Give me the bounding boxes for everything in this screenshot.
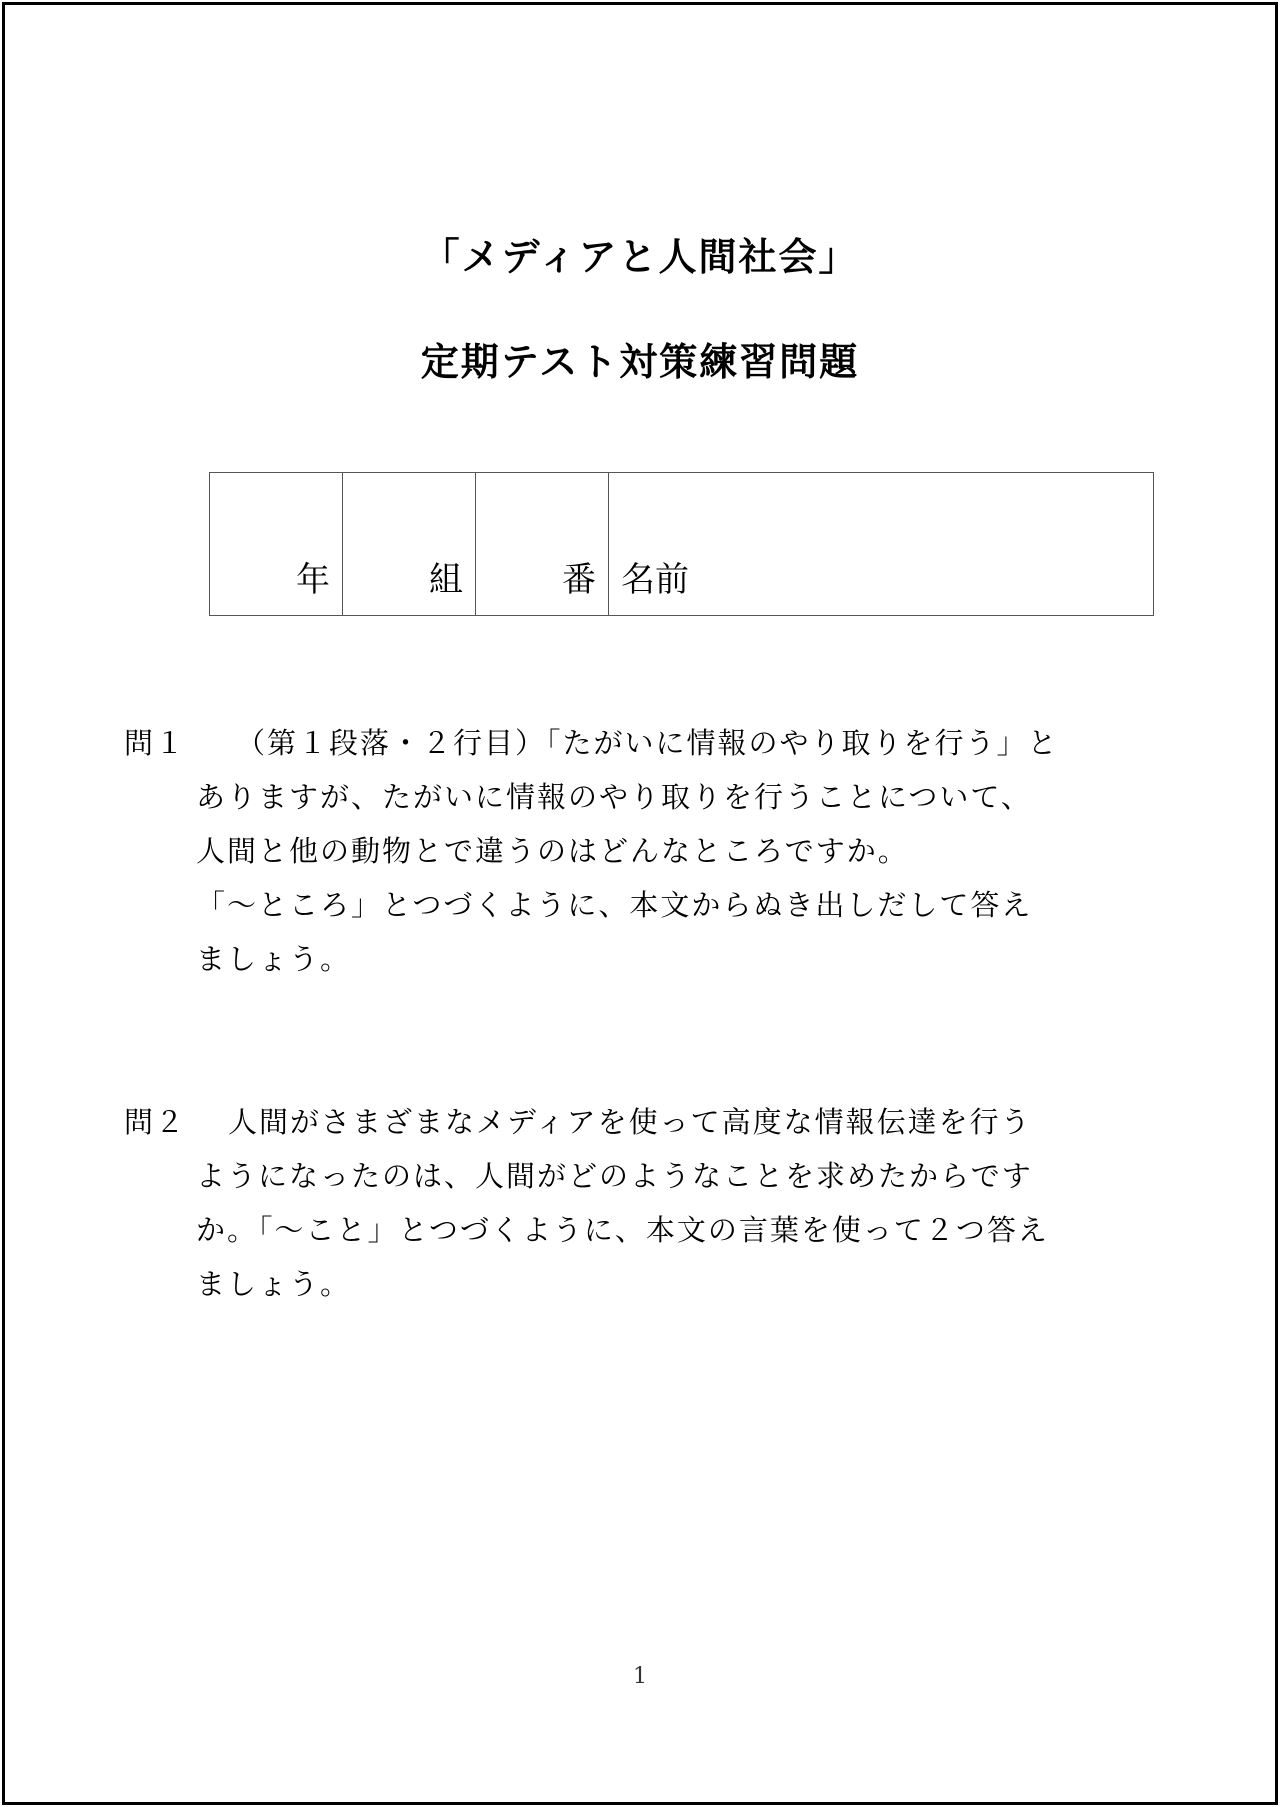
question-2-text: 人間がさまざまなメディアを使って高度な情報伝達を行う bbox=[228, 1105, 1032, 1139]
name-label: 名前 bbox=[621, 560, 689, 600]
year-label: 年 bbox=[296, 560, 330, 600]
class-field[interactable] bbox=[343, 473, 476, 616]
number-field[interactable] bbox=[476, 473, 609, 616]
student-info-row bbox=[210, 473, 1154, 616]
question-1-first-line bbox=[124, 716, 1164, 770]
class-label: 組 bbox=[429, 560, 463, 600]
question-1-line: 「～ところ」とつづくように、本文からぬき出しだして答え bbox=[196, 888, 1033, 922]
question-2-line: か。「～こと」とつづくように、本文の言葉を使って２つ答え bbox=[196, 1213, 1049, 1247]
page-number: 1 bbox=[633, 1664, 647, 1689]
question-1-text: （第１段落・２行目）「たがいに情報のやり取りを行う」と bbox=[236, 726, 1059, 760]
question-1-line: ありますが、たがいに情報のやり取りを行うことについて、 bbox=[196, 780, 1032, 814]
name-field[interactable] bbox=[609, 473, 1154, 616]
question-1-line: ましょう。 bbox=[196, 942, 352, 976]
question-2 bbox=[124, 1095, 1164, 1311]
year-field[interactable] bbox=[210, 473, 343, 616]
question-1-label: 問１ bbox=[124, 726, 187, 760]
question-1-line: 人間と他の動物とで違うのはどんなところですか。 bbox=[196, 834, 909, 868]
question-2-line: ましょう。 bbox=[196, 1267, 352, 1301]
page-title: 「メディアと人間社会」 bbox=[421, 235, 859, 279]
number-label: 番 bbox=[562, 560, 596, 600]
question-2-label: 問２ bbox=[124, 1105, 187, 1139]
question-1 bbox=[124, 716, 1164, 986]
question-2-line: ようになったのは、人間がどのようなことを求めたからです bbox=[196, 1159, 1033, 1193]
student-info-table bbox=[209, 472, 1154, 616]
question-2-first-line bbox=[124, 1095, 1164, 1149]
page-subtitle: 定期テスト対策練習問題 bbox=[420, 340, 860, 384]
